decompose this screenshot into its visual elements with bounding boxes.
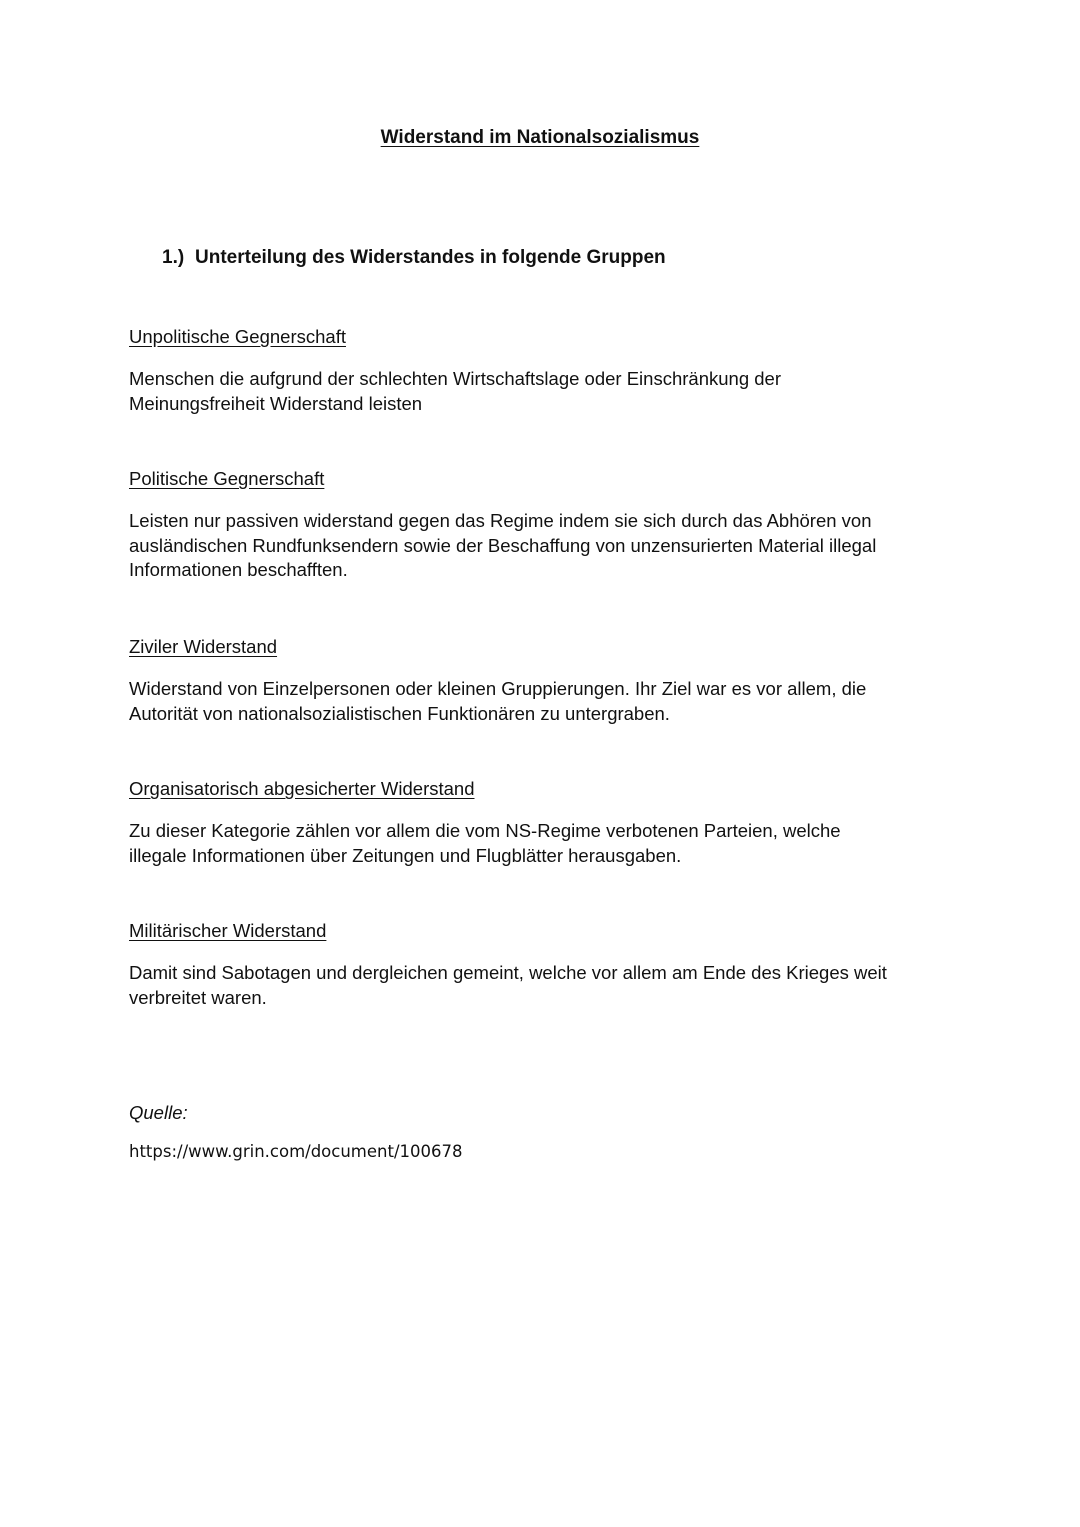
group-text: Zu dieser Kategorie zählen vor allem die vom NS-Regime verbotenen Parteien, welche illegale Informationen über Zeitungen und Flugblätter herausgaben.	[129, 820, 841, 866]
group-title: Ziviler Widerstand	[129, 636, 278, 657]
group-text: Leisten nur passiven widerstand gegen das Regime indem sie sich durch das Abhören von ausländischen Rundfunksendern sowie der Beschaffung von unzensurierten Material illegal Informationen beschafften.	[129, 510, 877, 580]
source-label: Quelle:	[129, 1102, 188, 1123]
group-title: Militärischer Widerstand	[129, 920, 327, 941]
group-unpolitische-gegnerschaft	[129, 325, 969, 416]
group-text: Widerstand von Einzelpersonen oder kleinen Gruppierungen. Ihr Ziel war es vor allem, die Autorität von nationalsozialistischen Funktionären zu untergraben.	[129, 678, 867, 724]
source-url: https://www.grin.com/document/100678	[129, 1142, 463, 1161]
group-politische-gegnerschaft	[129, 467, 969, 583]
group-text: Damit sind Sabotagen und dergleichen gemeint, welche vor allem am Ende des Krieges weit verbreitet waren.	[129, 962, 887, 1008]
group-ziviler-widerstand	[129, 635, 969, 726]
section-number: 1.)	[162, 247, 185, 268]
section-heading-text: Unterteilung des Widerstandes in folgende Gruppen	[195, 247, 666, 268]
group-title: Unpolitische Gegnerschaft	[129, 326, 346, 347]
group-title: Organisatorisch abgesicherter Widerstand	[129, 778, 475, 799]
group-militaerischer-widerstand	[129, 919, 969, 1010]
document-title: Widerstand im Nationalsozialismus	[380, 127, 700, 148]
group-title: Politische Gegnerschaft	[129, 468, 325, 489]
group-text: Menschen die aufgrund der schlechten Wirtschaftslage oder Einschränkung der Meinungsfreiheit Widerstand leisten	[129, 368, 781, 414]
group-organisatorisch-abgesicherter-widerstand	[129, 777, 969, 868]
section-heading	[162, 247, 666, 269]
